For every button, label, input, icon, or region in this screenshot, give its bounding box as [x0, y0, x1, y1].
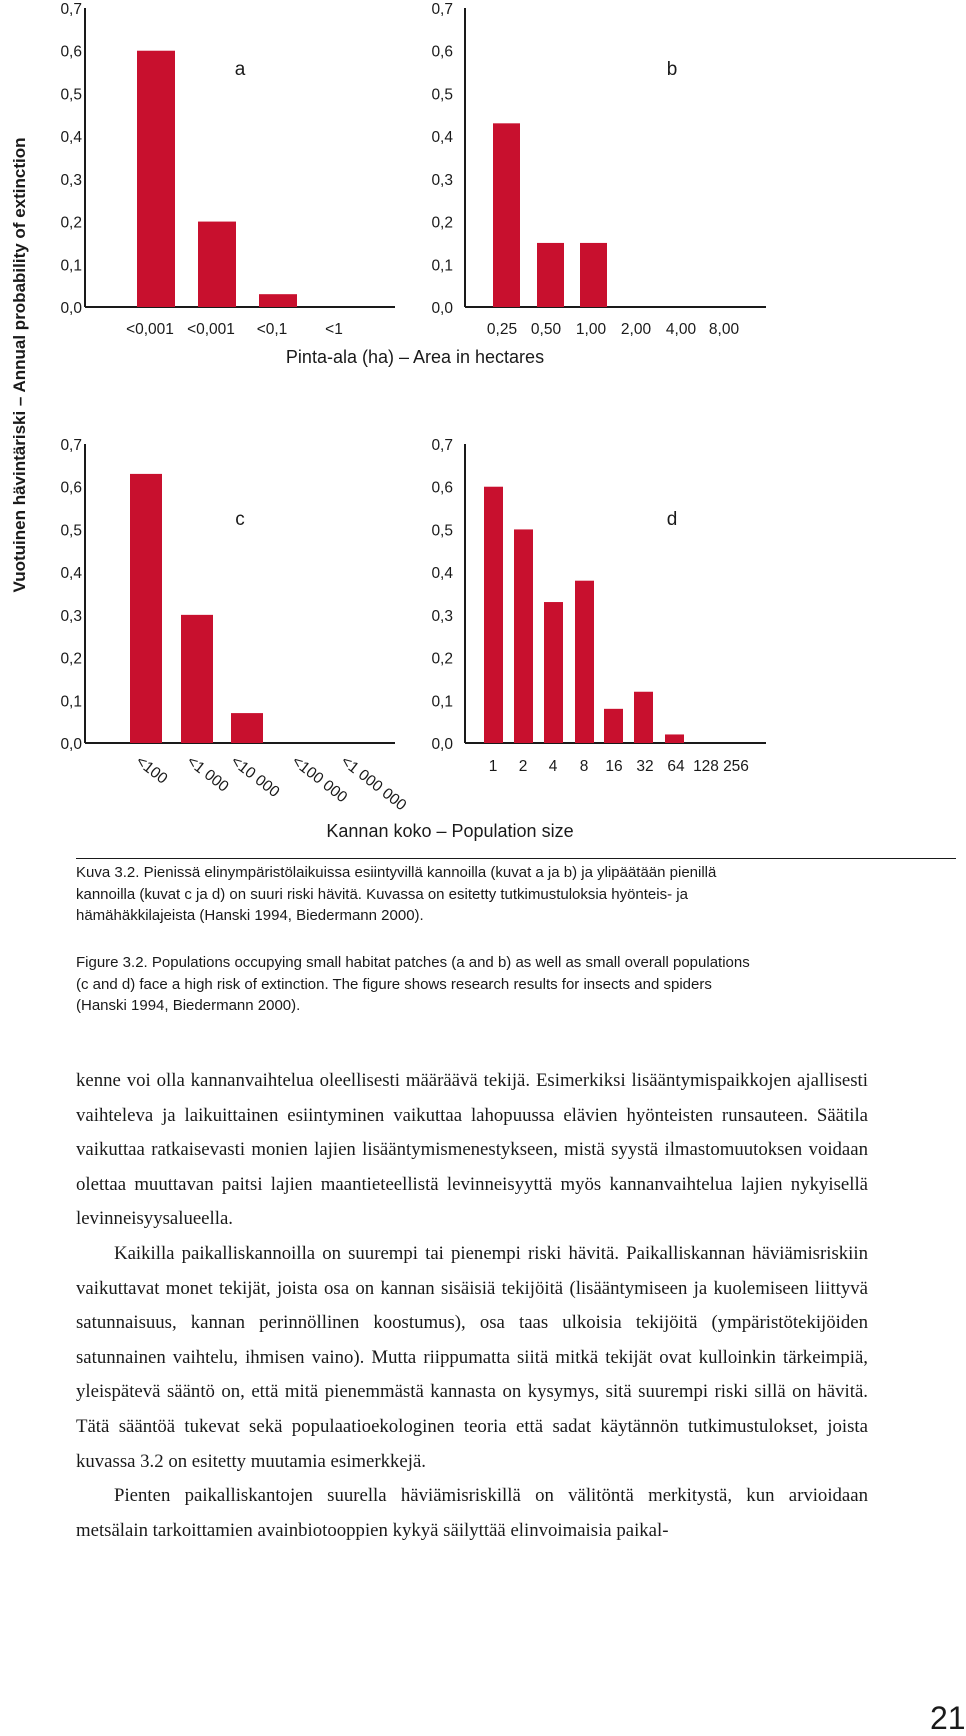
caption-finnish — [76, 862, 766, 927]
y-tick-label: 0,0 — [431, 736, 453, 753]
area-axis-title: Pinta-ala (ha) – Area in hectares — [285, 347, 545, 367]
y-tick-label: 0,3 — [60, 171, 82, 189]
x-tick-label: 4,00 — [665, 321, 697, 338]
x-tick-label: 1 — [488, 758, 498, 775]
bar-a-1 — [137, 51, 175, 307]
x-tick-label: <100 — [132, 752, 171, 788]
y-tick-label: 0,7 — [60, 437, 82, 454]
caption-english — [76, 952, 766, 1017]
y-tick-label: 0,6 — [60, 43, 82, 61]
body-text — [76, 1064, 868, 1548]
x-tick-label: <1 000 000 — [337, 752, 410, 815]
bar-c-1 — [130, 474, 162, 743]
panel-letter-a: a — [234, 59, 246, 80]
y-tick-label: 0,2 — [431, 650, 453, 668]
y-tick-label: 0,6 — [431, 43, 453, 61]
x-tick-label: 1,00 — [575, 321, 607, 338]
x-tick-label: <1 000 — [183, 752, 232, 796]
y-tick-label: 0,1 — [60, 257, 82, 275]
bar-a-2 — [198, 222, 236, 307]
y-tick-label: 0,7 — [431, 437, 453, 454]
x-tick-label: 256 — [723, 758, 749, 775]
body-paragraph-2: Kaikilla paikalliskannoilla on suurempi tai pienempi riski hävitä. Paikalliskannan häviämisriskiin vaikuttavat monet tekijät, joista osa on kannan sisäisiä tekijöitä (lisääntymiseen ja kuolemiseen liittyvä satunnaisuus, kannan perinnöllinen koostumus), osa taas ulkoisia tekijöitä (ympäristötekijöiden satunnainen vaihtelu, ihmisen vaino). Mutta riippumatta siitä mitkä tekijät ovat kulloinkin tärkeimpiä, yleispätevä sääntö on, että mitä pienemmästä kannasta on kysymys, sitä suurempi riski sillä on hävitä. Tätä sääntöä tukevat sekä populaatioekologinen teoria että sadat käytännön tutkimustulokset, joista kuvassa 3.2 on esitetty muutamia esimerkkejä. — [76, 1242, 868, 1472]
x-tick-label: 2,00 — [620, 321, 652, 338]
bar-d-5 — [604, 709, 623, 743]
y-tick-label: 0,7 — [60, 1, 82, 18]
x-tick-label: 8,00 — [708, 321, 740, 338]
panel-b — [431, 1, 766, 338]
page-number: 21 — [930, 1700, 966, 1736]
bar-d-3 — [544, 602, 563, 743]
y-tick-label: 0,2 — [60, 650, 82, 668]
y-tick-label: 0,1 — [431, 693, 453, 711]
bar-c-3 — [231, 713, 263, 743]
bar-b-3 — [580, 243, 607, 307]
y-tick-label: 0,0 — [431, 300, 453, 317]
panel-d — [431, 437, 766, 775]
y-tick-label: 0,5 — [431, 86, 453, 104]
bar-d-7 — [665, 734, 684, 743]
x-tick-label: 4 — [548, 758, 558, 775]
caption-en-text: Populations occupying small habitat patches (a and b) as well as small overall populations (c and d) face a high risk of extinction. The figure shows research results for insects and spiders (Hanski 1994, Biedermann 2000). — [76, 954, 750, 1014]
caption-fi-label: Kuva 3.2. — [76, 864, 140, 881]
y-tick-label: 0,3 — [431, 171, 453, 189]
y-tick-label: 0,4 — [60, 129, 82, 147]
y-tick-label: 0,4 — [431, 565, 453, 583]
panel-letter-c: c — [235, 509, 245, 530]
bar-b-2 — [537, 243, 564, 307]
body-paragraph-1: kenne voi olla kannanvaihtelua oleellisesti määräävä tekijä. Esimerkiksi lisääntymispaikkojen ajallisesti vaihteleva ja laikuittainen esiintyminen vaikuttaa lahopuussa elävien hyönteisten runsauteen. Säätila vaikuttaa ratkaisevasti monien lajien lisääntymismenestykseen, mistä syystä ilmastomuutoksen voidaan olettaa muuttavan paitsi lajien maantieteellistä levinneisyyttä myös kannanvaihtelua lajien nykyisellä levinneisyysalueella. — [76, 1070, 868, 1230]
x-tick-label: 8 — [579, 758, 589, 775]
y-tick-label: 0,2 — [431, 214, 453, 232]
x-tick-label: <0,001 — [126, 321, 174, 338]
y-tick-label: 0,0 — [60, 300, 82, 317]
x-tick-label: <0,1 — [256, 321, 288, 338]
x-tick-label: <0,001 — [187, 321, 235, 338]
panel-letter-b: b — [666, 59, 678, 80]
y-tick-label: 0,4 — [431, 129, 453, 147]
x-tick-label: 32 — [636, 758, 654, 775]
x-tick-label: <100 000 — [288, 752, 351, 807]
x-tick-label: 0,25 — [486, 321, 518, 338]
panel-letter-d: d — [666, 509, 678, 530]
bar-c-2 — [181, 615, 213, 743]
y-tick-label: 0,5 — [431, 522, 453, 540]
y-tick-label: 0,1 — [60, 693, 82, 711]
y-tick-label: 0,7 — [431, 1, 453, 18]
bar-b-1 — [493, 123, 520, 307]
x-tick-label: 0,50 — [530, 321, 562, 338]
x-tick-label: 128 — [693, 758, 719, 775]
bar-d-2 — [514, 529, 533, 743]
body-paragraph-3: Pienten paikalliskantojen suurella häviämisriskillä on välitöntä merkitystä, kun arvioidaan metsälain tarkoittamien avainbiotooppien kykyä säilyttää elinvoimaisia paikal- — [76, 1485, 868, 1541]
caption-fi-text: Pienissä elinympäristölaikuissa esiintyvillä kannoilla (kuvat a ja b) ja ylipäätään pienillä kannoilla (kuvat c ja d) on suuri riski hävitä. Kuvassa on esitetty tutkimustuloksia hyönteis- ja hämähäkkilajeista (Hanski 1994, Biedermann 2000). — [76, 864, 717, 924]
panel-a — [60, 1, 395, 338]
y-tick-label: 0,0 — [60, 736, 82, 753]
panel-c — [60, 437, 409, 814]
bar-d-4 — [575, 581, 594, 743]
population-axis-title: Kannan koko – Population size — [326, 821, 574, 841]
x-tick-label: 2 — [518, 758, 528, 775]
y-axis-title: Vuotuinen hävintäriski – Annual probability of extinction — [10, 137, 29, 593]
caption-rule — [76, 858, 956, 859]
y-tick-label: 0,5 — [60, 522, 82, 540]
bar-a-3 — [259, 294, 297, 307]
y-tick-label: 0,3 — [431, 607, 453, 625]
bar-d-1 — [484, 487, 503, 743]
y-tick-label: 0,4 — [60, 565, 82, 583]
y-tick-label: 0,2 — [60, 214, 82, 232]
x-tick-label: 64 — [667, 758, 685, 775]
x-tick-label: <1 — [325, 321, 343, 338]
bar-d-6 — [634, 692, 653, 743]
caption-en-label: Figure 3.2. — [76, 954, 148, 971]
y-tick-label: 0,6 — [431, 479, 453, 497]
x-tick-label: <10 000 — [227, 752, 283, 801]
y-tick-label: 0,5 — [60, 86, 82, 104]
y-tick-label: 0,3 — [60, 607, 82, 625]
y-tick-label: 0,1 — [431, 257, 453, 275]
x-tick-label: 16 — [605, 758, 623, 775]
y-tick-label: 0,6 — [60, 479, 82, 497]
